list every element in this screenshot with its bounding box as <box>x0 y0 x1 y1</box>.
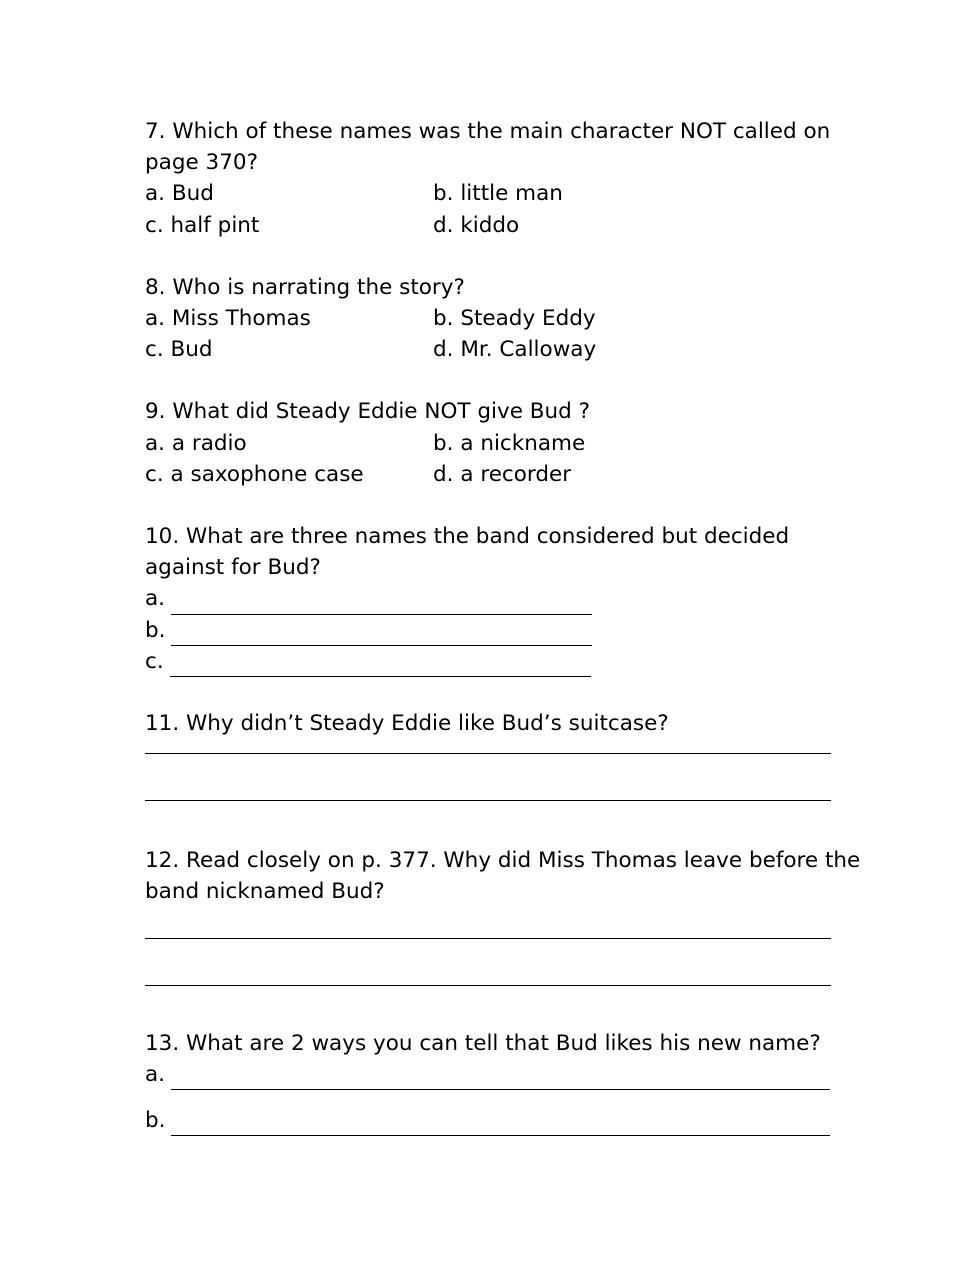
question-7-option-b[interactable]: b. little man <box>433 181 563 207</box>
question-8-option-b[interactable]: b. Steady Eddy <box>433 306 596 332</box>
question-9-options-row2 <box>145 459 835 490</box>
question-8-options-row2 <box>145 334 835 365</box>
question-9-prompt: 9. What did Steady Eddie NOT give Bud ? <box>145 399 591 425</box>
question-13-blank-b[interactable] <box>171 1113 830 1136</box>
question-10-answer-b <box>145 615 835 646</box>
question-7-prompt-line1: 7. Which of these names was the main character NOT called on <box>145 119 831 144</box>
question-12-prompt-line2: band nicknamed Bud? <box>145 879 385 905</box>
question-13-label-a: a. <box>145 1061 166 1087</box>
question-7-options-row1 <box>145 178 835 209</box>
question-11-prompt: 11. Why didn’t Steady Eddie like Bud’s suitcase? <box>145 711 669 737</box>
question-9-options-row1 <box>145 428 835 459</box>
question-7 <box>145 116 835 241</box>
question-8-options-row1 <box>145 303 835 334</box>
question-13-blank-a[interactable] <box>171 1067 830 1090</box>
question-9 <box>145 396 835 490</box>
question-10-blank-c[interactable] <box>170 654 591 677</box>
question-10-label-b: b. <box>145 617 166 643</box>
question-8-option-d[interactable]: d. Mr. Calloway <box>433 337 597 363</box>
question-10-prompt-line2: against for Bud? <box>145 555 321 581</box>
question-8 <box>145 272 835 366</box>
question-10-answer-a <box>145 583 835 614</box>
question-11 <box>145 708 835 801</box>
question-10-prompt-line1: 10. What are three names the band considered but decided <box>145 524 790 550</box>
question-7-prompt-line2: page 370? <box>145 150 258 176</box>
worksheet-page <box>145 116 861 1136</box>
question-13-prompt: 13. What are 2 ways you can tell that Bud likes his new name? <box>145 1030 821 1056</box>
question-10-answer-c <box>145 646 835 677</box>
question-8-option-a[interactable]: a. Miss Thomas <box>145 306 311 332</box>
question-10-blank-b[interactable] <box>171 623 592 646</box>
question-11-answer-line-2[interactable] <box>145 800 831 801</box>
question-9-option-c[interactable]: c. a saxophone case <box>145 461 364 487</box>
question-12-prompt-line1: 12. Read closely on p. 377. Why did Miss Thomas leave before the <box>145 848 861 874</box>
question-8-option-c[interactable]: c. Bud <box>145 337 213 363</box>
question-12 <box>145 845 861 985</box>
question-8-prompt: 8. Who is narrating the story? <box>145 274 465 300</box>
question-12-answer-line-2[interactable] <box>145 985 831 986</box>
question-10-blank-a[interactable] <box>171 592 592 615</box>
question-7-option-a[interactable]: a. Bud <box>145 181 214 207</box>
question-10-label-a: a. <box>145 586 166 612</box>
question-7-option-c[interactable]: c. half pint <box>145 212 260 238</box>
question-10 <box>145 521 835 677</box>
question-13-label-b: b. <box>145 1108 166 1134</box>
question-9-option-b[interactable]: b. a nickname <box>433 430 586 456</box>
question-12-answer-line-1[interactable] <box>145 938 831 939</box>
question-13-answer-b <box>145 1105 835 1136</box>
question-9-option-a[interactable]: a. a radio <box>145 430 247 456</box>
question-7-options-row2 <box>145 210 835 241</box>
question-13 <box>145 1028 835 1137</box>
question-9-option-d[interactable]: d. a recorder <box>433 461 572 487</box>
question-7-option-d[interactable]: d. kiddo <box>433 212 520 238</box>
question-11-answer-line-1[interactable] <box>145 753 831 754</box>
question-10-label-c: c. <box>145 648 164 674</box>
question-13-answer-a <box>145 1059 835 1090</box>
